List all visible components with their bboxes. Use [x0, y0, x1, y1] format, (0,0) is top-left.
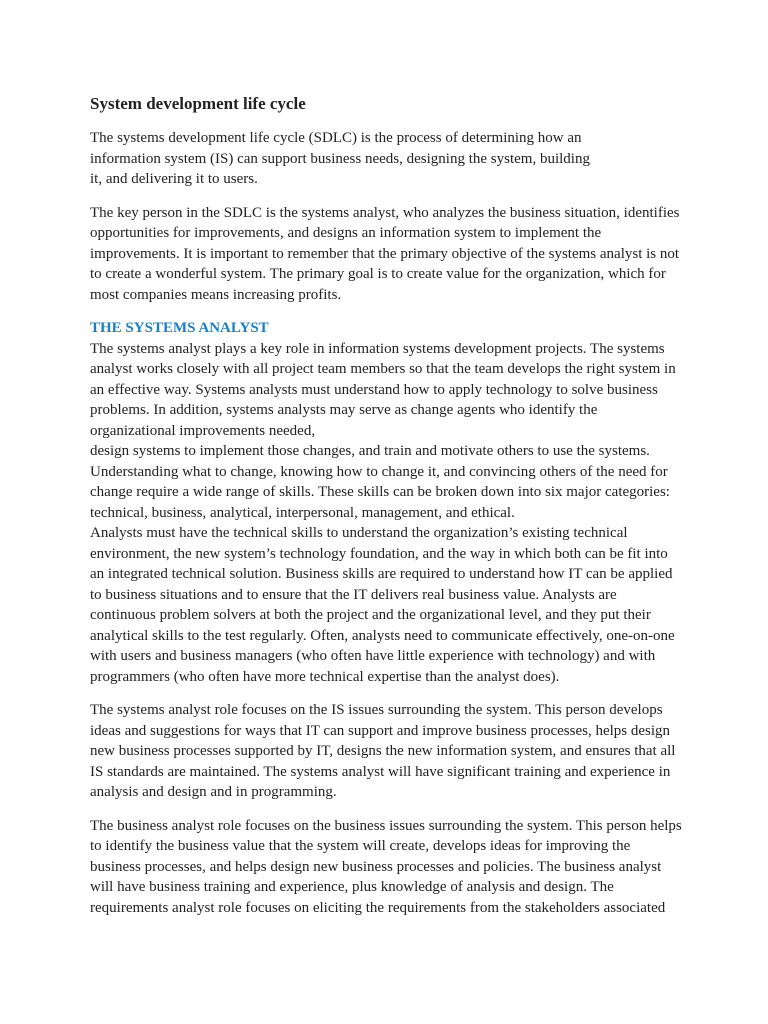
intro-paragraph-2: The key person in the SDLC is the systems analyst, who analyzes the business situation, identifies opportunities for improvements, and designs an information system to implement the improvements. It is important to remember that the primary objective of the systems analyst is not to create a wonderful system. The primary goal is to create value for the organization, which for most companies means increasing profits. — [90, 204, 680, 303]
intro-paragraph-1: The systems development life cycle (SDLC) is the process of determining how an information system (IS) can support business needs, designing the system, building it, and delivering it to users. — [90, 130, 590, 187]
document-title: System development life cycle — [90, 94, 306, 113]
document-page — [90, 93, 682, 931]
section-paragraph-2: design systems to implement those changes, and train and motivate others to use the systems. Understanding what to change, knowing how to change it, and convincing others of the need for change require a wide range of skills. These skills can be broken down into six major categories: technical, business, analytical, interpersonal, management, and ethical. — [90, 443, 670, 521]
section-paragraph-3: Analysts must have the technical skills to understand the organization’s existing technical environment, the new system’s technology foundation, and the way in which both can be fit into an integrated technical solution. Business skills are required to understand how IT can be applied to business situations and to ensure that the IT delivers real business value. Analysts are continuous problem solvers at both the project and the organizational level, and they put their analytical skills to the test regularly. Often, analysts need to communicate effectively, one-on-one with users and business managers (who often have little experience with technology) and with programmers (who often have more technical expertise than the analyst does). — [90, 525, 675, 685]
section-paragraph-1: The systems analyst plays a key role in information systems development projects. The systems analyst works closely with all project team members so that the team develops the right system in an effective way. Systems analysts must understand how to apply technology to solve business problems. In addition, systems analysts may serve as change agents who identify the organizational improvements needed, — [90, 340, 676, 439]
section-heading-systems-analyst: THE SYSTEMS ANALYST — [90, 320, 269, 336]
section-paragraph-4: The systems analyst role focuses on the IS issues surrounding the system. This person develops ideas and suggestions for ways that IT can support and improve business processes, helps design new business processes supported by IT, designs the new information system, and ensures that all IS standards are maintained. The systems analyst will have significant training and experience in analysis and design and in programming. — [90, 702, 676, 800]
section-paragraph-5: The business analyst role focuses on the business issues surrounding the system. This person helps to identify the business value that the system will create, develops ideas for improving the business processes, and helps design new business processes and policies. The business analyst will have business training and experience, plus knowledge of analysis and design. The requirements analyst role focuses on eliciting the requirements from the stakeholders associated — [90, 817, 682, 916]
